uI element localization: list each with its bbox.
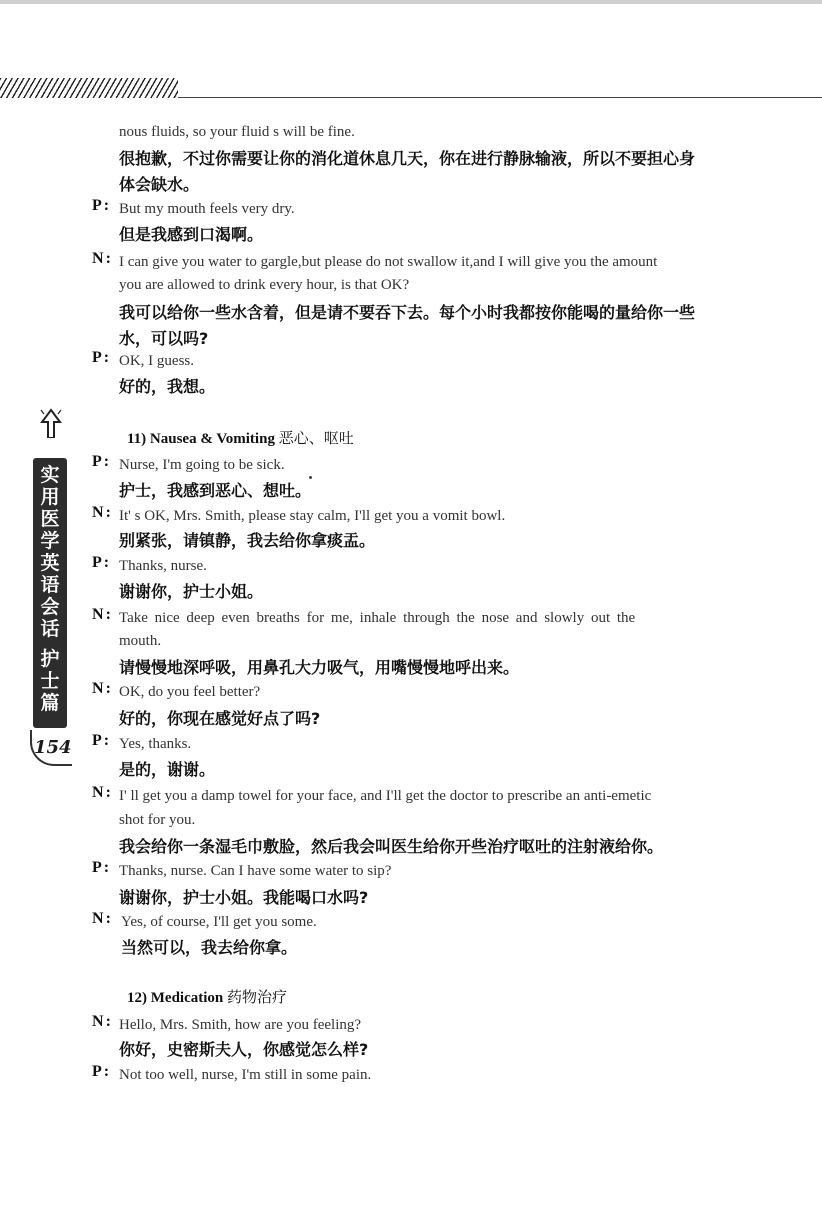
section-number: 11) xyxy=(127,431,147,447)
chinese-text: 是的，谢谢。 xyxy=(119,760,216,779)
english-text: Not too well, nurse, I'm still in some pain. xyxy=(119,1067,372,1083)
speaker-label: N : xyxy=(92,784,111,801)
english-text: OK, I guess. xyxy=(119,353,194,369)
english-text: It' s OK, Mrs. Smith, please stay calm, I'll get you a vomit bowl. xyxy=(119,508,506,524)
speaker-label: N : xyxy=(92,504,111,521)
speaker-label: P : xyxy=(92,554,110,571)
arrow-up-icon xyxy=(38,408,64,438)
english-text: Thanks, nurse. Can I have some water to sip? xyxy=(119,863,392,879)
speaker-label: N : xyxy=(92,910,111,927)
english-text: shot for you. xyxy=(119,812,196,828)
speaker-label: P : xyxy=(92,732,110,749)
chinese-text: 谢谢你，护士小姐。 xyxy=(119,582,264,601)
speaker-label: N : xyxy=(92,250,111,267)
chinese-text: 好的，你现在感觉好点了吗? xyxy=(119,709,321,728)
english-text: Take nice deep even breaths for me, inhale through the nose and slowly out the xyxy=(119,610,636,626)
english-text: Yes, of course, I'll get you some. xyxy=(121,914,317,930)
chinese-text: 我会给你一条湿毛巾敷脸，然后我会叫医生给你开些治疗呕吐的注射液给你。 xyxy=(119,837,664,856)
chinese-text: 别紧张，请镇静，我去给你拿痰盂。 xyxy=(119,531,376,550)
page-number: 154 xyxy=(34,737,72,758)
section-title-en: Nausea & Vomiting xyxy=(149,431,275,447)
english-text: Thanks, nurse. xyxy=(119,558,207,574)
chinese-text: 好的，我想。 xyxy=(119,377,216,396)
english-text: nous fluids, so your fluid s will be fine. xyxy=(119,124,355,140)
section-title-en: Medication xyxy=(150,990,224,1006)
english-text: Hello, Mrs. Smith, how are you feeling? xyxy=(119,1017,362,1033)
english-text: But my mouth feels very dry. xyxy=(119,201,295,217)
speaker-label: N : xyxy=(92,1013,111,1030)
speaker-label: P : xyxy=(92,453,110,470)
english-text: you are allowed to drink every hour, is that OK? xyxy=(119,277,410,293)
section-number: 12) xyxy=(127,990,147,1006)
speaker-label: P : xyxy=(92,349,110,366)
chinese-text: 当然可以，我去给你拿。 xyxy=(121,938,298,957)
header-hatch-decoration xyxy=(0,78,178,98)
chinese-text: 请慢慢地深呼吸，用鼻孔大力吸气，用嘴慢慢地呼出来。 xyxy=(119,658,520,677)
english-text: Nurse, I'm going to be sick. xyxy=(119,457,285,473)
english-text: OK, do you feel better? xyxy=(119,684,261,700)
chinese-text: 水，可以吗? xyxy=(119,329,209,348)
stray-dot xyxy=(309,476,312,479)
speaker-label: P : xyxy=(92,859,110,876)
english-text: I' ll get you a damp towel for your face, and I'll get the doctor to prescribe an anti-emetic xyxy=(119,788,652,804)
chinese-text: 我可以给你一些水含着，但是请不要吞下去。每个小时我都按你能喝的量给你一些 xyxy=(119,303,696,322)
book-title: 实用医学英语会话 xyxy=(40,464,60,640)
top-border xyxy=(0,0,822,4)
section-title-zh: 恶心、呕吐 xyxy=(278,429,354,447)
speaker-label: N : xyxy=(92,680,111,697)
chinese-text: 很抱歉，不过你需要让你的消化道休息几天，你在进行静脉输液，所以不要担心身 xyxy=(119,149,696,168)
chinese-text: 你好，史密斯夫人，你感觉怎么样? xyxy=(119,1040,369,1059)
english-text: mouth. xyxy=(119,633,162,649)
speaker-label: P : xyxy=(92,1063,110,1080)
section-title-zh: 药物治疗 xyxy=(227,988,288,1006)
sidebar-panel xyxy=(33,458,67,728)
english-text: Yes, thanks. xyxy=(119,736,192,752)
chinese-text: 谢谢你，护士小姐。我能喝口水吗? xyxy=(119,888,369,907)
header-rule xyxy=(178,97,822,98)
speaker-label: P : xyxy=(92,197,110,214)
speaker-label: N : xyxy=(92,606,111,623)
book-sidebar xyxy=(30,408,70,778)
chinese-text: 但是我感到口渴啊。 xyxy=(119,225,264,244)
english-text: I can give you water to gargle,but please do not swallow it,and I will give you the amount xyxy=(119,254,658,270)
chinese-text: 体会缺水。 xyxy=(119,175,200,194)
book-subtitle: 护士篇 xyxy=(40,648,60,714)
chinese-text: 护士，我感到恶心、想吐。 xyxy=(119,481,312,500)
